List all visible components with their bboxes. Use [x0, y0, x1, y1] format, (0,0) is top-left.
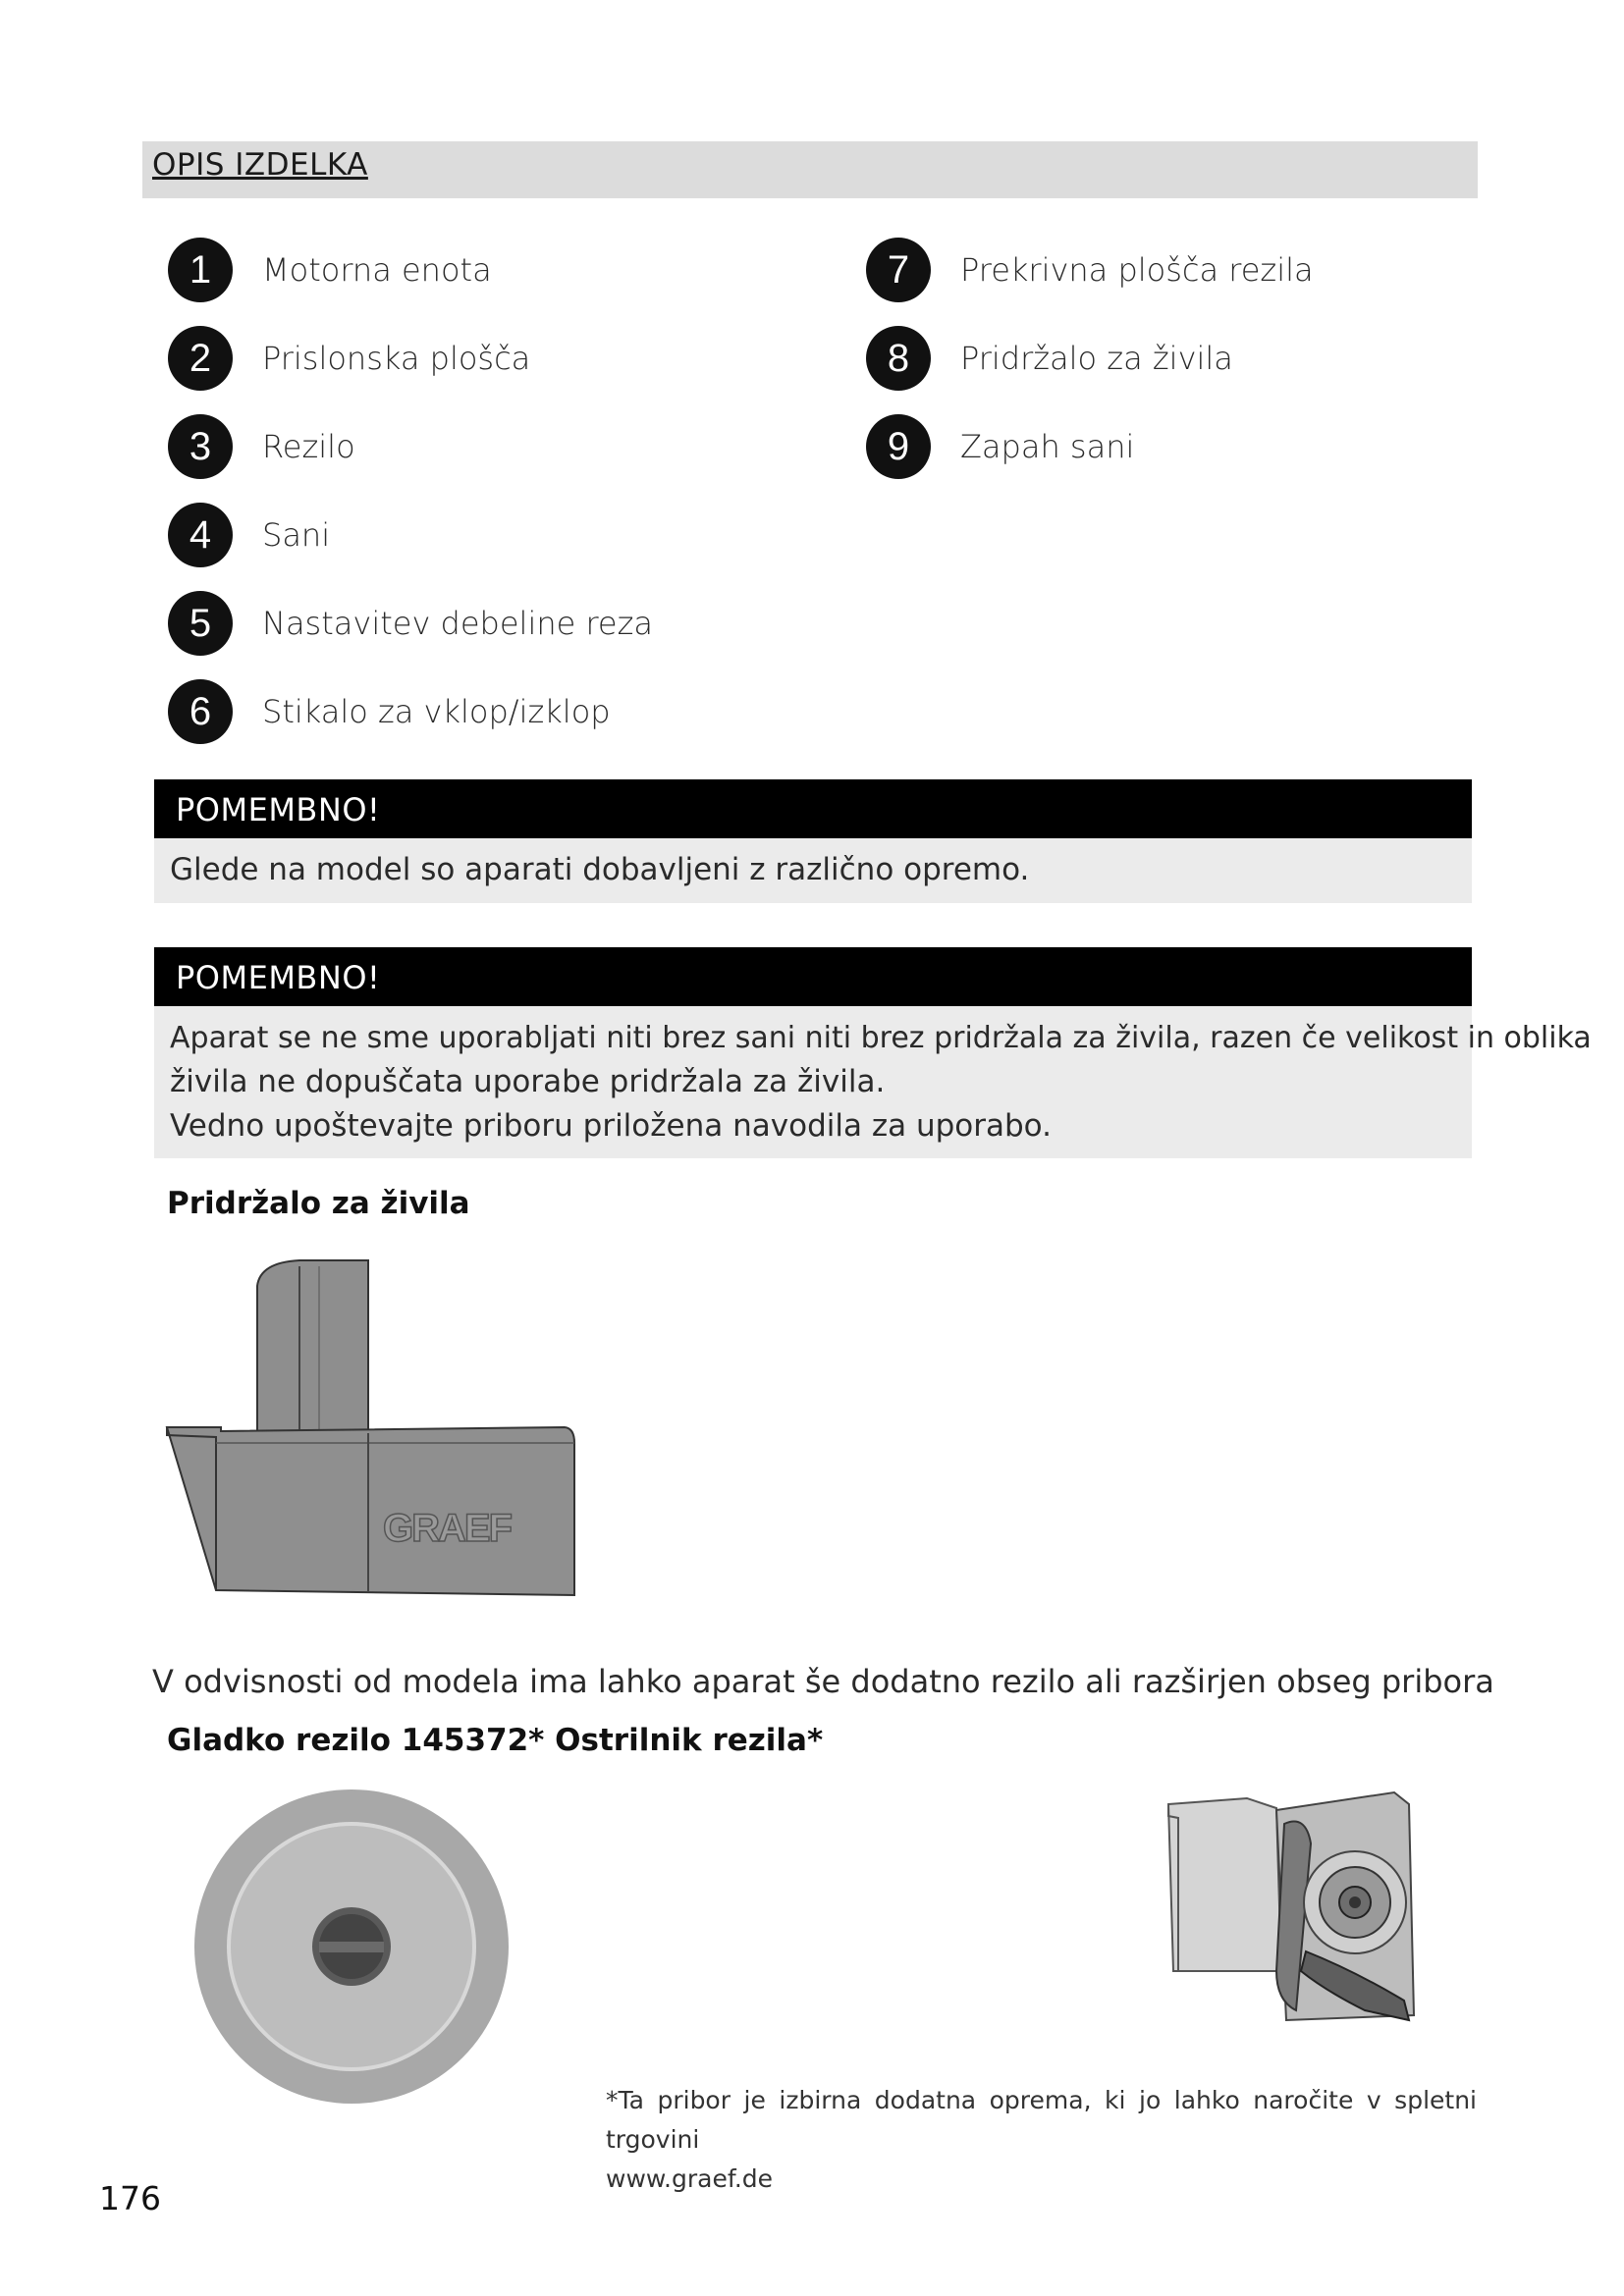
- item-number-badge: 1: [168, 238, 233, 302]
- item-number-badge: 3: [168, 414, 233, 479]
- item-label: Prekrivna plošča rezila: [960, 251, 1314, 289]
- list-item: [168, 589, 653, 658]
- graef-logo: GRAEF: [383, 1507, 511, 1550]
- notice-title: POMEMBNO!: [154, 779, 1472, 838]
- smooth-blade-illustration: [191, 1785, 515, 2109]
- item-label: Stikalo za vklop/izklop: [262, 693, 611, 730]
- list-item: [866, 236, 1314, 304]
- item-label: Sani: [262, 516, 331, 554]
- section-title: OPIS IZDELKA: [152, 147, 368, 183]
- notice-text: Glede na model so aparati dobavljeni z različno opremo.: [154, 838, 1472, 903]
- item-number-badge: 2: [168, 326, 233, 391]
- footnote-url: www.graef.de: [606, 2164, 774, 2193]
- list-item: [866, 324, 1233, 393]
- notice-line: živila ne dopuščata uporabe pridržala za živila.: [170, 1064, 886, 1099]
- notice-body: [154, 1006, 1592, 1158]
- item-label: Zapah sani: [960, 428, 1135, 465]
- footnote: [606, 2081, 1477, 2199]
- item-number-badge: 8: [866, 326, 931, 391]
- item-label: Nastavitev debeline reza: [262, 605, 654, 642]
- notice-box: [154, 779, 1472, 903]
- list-item: [168, 677, 611, 746]
- notice-box: [154, 947, 1592, 1158]
- blade-sharpener-illustration: [1159, 1775, 1424, 2040]
- item-label: Rezilo: [262, 428, 355, 465]
- accessories-heading: Gladko rezilo 145372* Ostrilnik rezila*: [167, 1723, 824, 1758]
- item-label: Pridržalo za živila: [960, 340, 1233, 377]
- food-holder-illustration: [162, 1256, 584, 1600]
- notice-title: POMEMBNO!: [154, 947, 1472, 1006]
- list-item: [866, 412, 1134, 481]
- notice-line: Vedno upoštevajte priboru priložena navodila za uporabo.: [170, 1108, 1052, 1144]
- item-number-badge: 6: [168, 679, 233, 744]
- list-item: [168, 412, 355, 481]
- list-item: [168, 236, 492, 304]
- item-number-badge: 5: [168, 591, 233, 656]
- item-label: Prislonska plošča: [262, 340, 531, 377]
- item-number-badge: 7: [866, 238, 931, 302]
- item-number-badge: 9: [866, 414, 931, 479]
- food-holder-heading: Pridržalo za živila: [167, 1186, 470, 1221]
- page-number: 176: [99, 2179, 161, 2217]
- list-item: [168, 324, 530, 393]
- footnote-line: *Ta pribor je izbirna dodatna oprema, ki jo lahko naročite v spletni trgovini: [606, 2086, 1477, 2154]
- item-number-badge: 4: [168, 503, 233, 567]
- list-item: [168, 501, 330, 569]
- accessories-intro: V odvisnosti od modela ima lahko aparat še dodatno rezilo ali razširjen obseg pribora: [152, 1663, 1494, 1700]
- item-label: Motorna enota: [262, 251, 492, 289]
- notice-line: Aparat se ne sme uporabljati niti brez sani niti brez pridržala za živila, razen če velikost in oblika: [170, 1021, 1592, 1055]
